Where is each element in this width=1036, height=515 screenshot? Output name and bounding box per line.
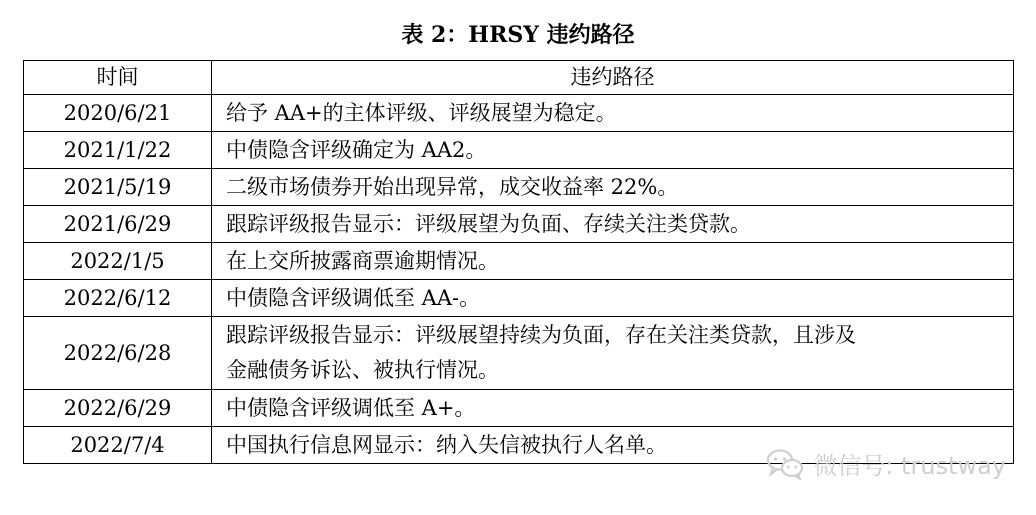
row-date: 2021/5/19 (24, 169, 212, 206)
row-description-line-1: 跟踪评级报告显示：评级展望持续为负面，存在关注类贷款，且涉及 (226, 323, 856, 347)
row-date: 2022/6/12 (24, 280, 212, 317)
row-description: 中债隐含评级确定为 AA2。 (212, 132, 1014, 169)
default-path-table (23, 60, 1014, 464)
row-date: 2022/1/5 (24, 243, 212, 280)
row-date: 2021/1/22 (24, 132, 212, 169)
row-description: 中债隐含评级调低至 AA-。 (212, 280, 1014, 317)
row-description: 跟踪评级报告显示：评级展望为负面、存续关注类贷款。 (212, 206, 1014, 243)
watermark-text: 微信号: trustway (813, 452, 1006, 480)
table-header-row (24, 61, 1014, 95)
row-date: 2022/6/28 (24, 317, 212, 390)
watermark (765, 446, 1006, 481)
row-date: 2022/6/29 (24, 390, 212, 427)
row-description: 中国执行信息网显示：纳入失信被执行人名单。 (212, 427, 1014, 464)
table-row (24, 390, 1014, 427)
header-time: 时间 (24, 61, 212, 95)
row-date: 2021/6/29 (24, 206, 212, 243)
row-description: 二级市场债券开始出现异常，成交收益率 22%。 (212, 169, 1014, 206)
row-description: 中债隐含评级调低至 A+。 (212, 390, 1014, 427)
table-row (24, 243, 1014, 280)
row-description: 给予 AA+的主体评级、评级展望为稳定。 (212, 95, 1014, 132)
row-description: 在上交所披露商票逾期情况。 (212, 243, 1014, 280)
table-row (24, 206, 1014, 243)
row-date: 2022/7/4 (24, 427, 212, 464)
row-description (212, 317, 1014, 390)
row-date: 2020/6/21 (24, 95, 212, 132)
table-row (24, 169, 1014, 206)
table-row (24, 317, 1014, 390)
table-title: 表 2：HRSY 违约路径 (401, 22, 635, 48)
table-row (24, 132, 1014, 169)
table-row (24, 280, 1014, 317)
header-default-path: 违约路径 (212, 61, 1014, 95)
row-description-line-2: 金融债务诉讼、被执行情况。 (226, 358, 499, 382)
wechat-icon (765, 448, 805, 480)
table-row (24, 95, 1014, 132)
